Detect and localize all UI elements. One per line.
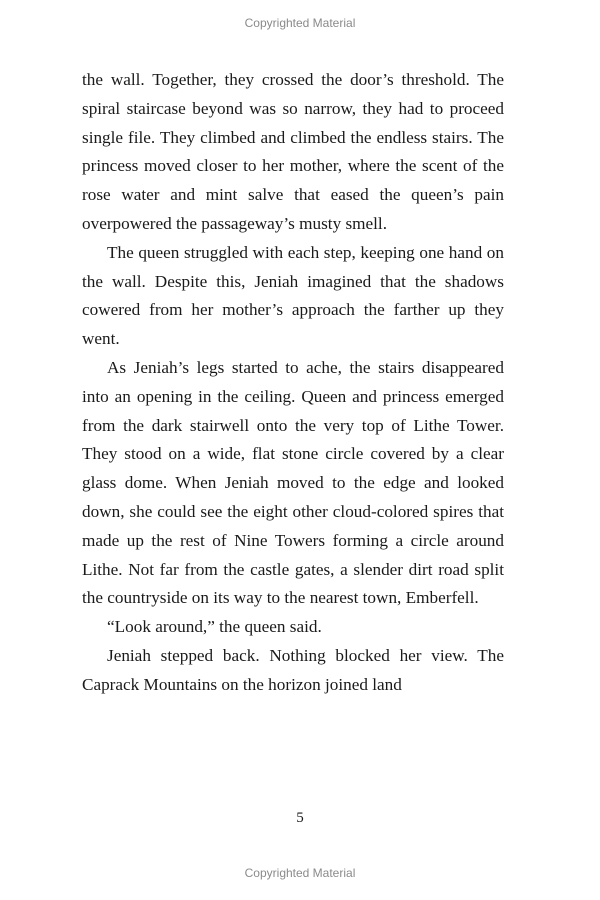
paragraph-5: Jeniah stepped back. Nothing blocked her view. The Caprack Mountains on the horizon joined land [82, 645, 504, 694]
page-number: 5 [296, 810, 304, 826]
paragraph-2: The queen struggled with each step, keeping one hand on the wall. Despite this, Jeniah imagined that the shadows cowered from her mother’s approach the farther up they went. [82, 242, 504, 349]
paragraph-3: As Jeniah’s legs started to ache, the stairs disappeared into an opening in the ceiling. Queen and princess emerged from the dark stairwell onto the very top of Lithe Tower. They stood on a wide, flat stone circle covered by a clear glass dome. When Jeniah moved to the edge and looked down, she could see the eight other cloud-colored spires that made up the rest of Nine Towers forming a circle around Lithe. Not far from the castle gates, a slender dirt road split the countryside on its way to the nearest town, Emberfell. [82, 357, 504, 608]
paragraph-4: “Look around,” the queen said. [107, 617, 322, 637]
watermark-bottom: Copyrighted Material [244, 866, 356, 880]
paragraph-1: the wall. Together, they crossed the door’s threshold. The spiral staircase beyond was so narrow, they had to proceed single file. They climbed and climbed the endless stairs. The princess moved closer to her mother, where the scent of the rose water and mint salve that eased the queen’s pain overpowered the passageway’s musty smell. [82, 70, 504, 233]
body-text [82, 66, 504, 700]
watermark-top: Copyrighted Material [244, 16, 356, 30]
